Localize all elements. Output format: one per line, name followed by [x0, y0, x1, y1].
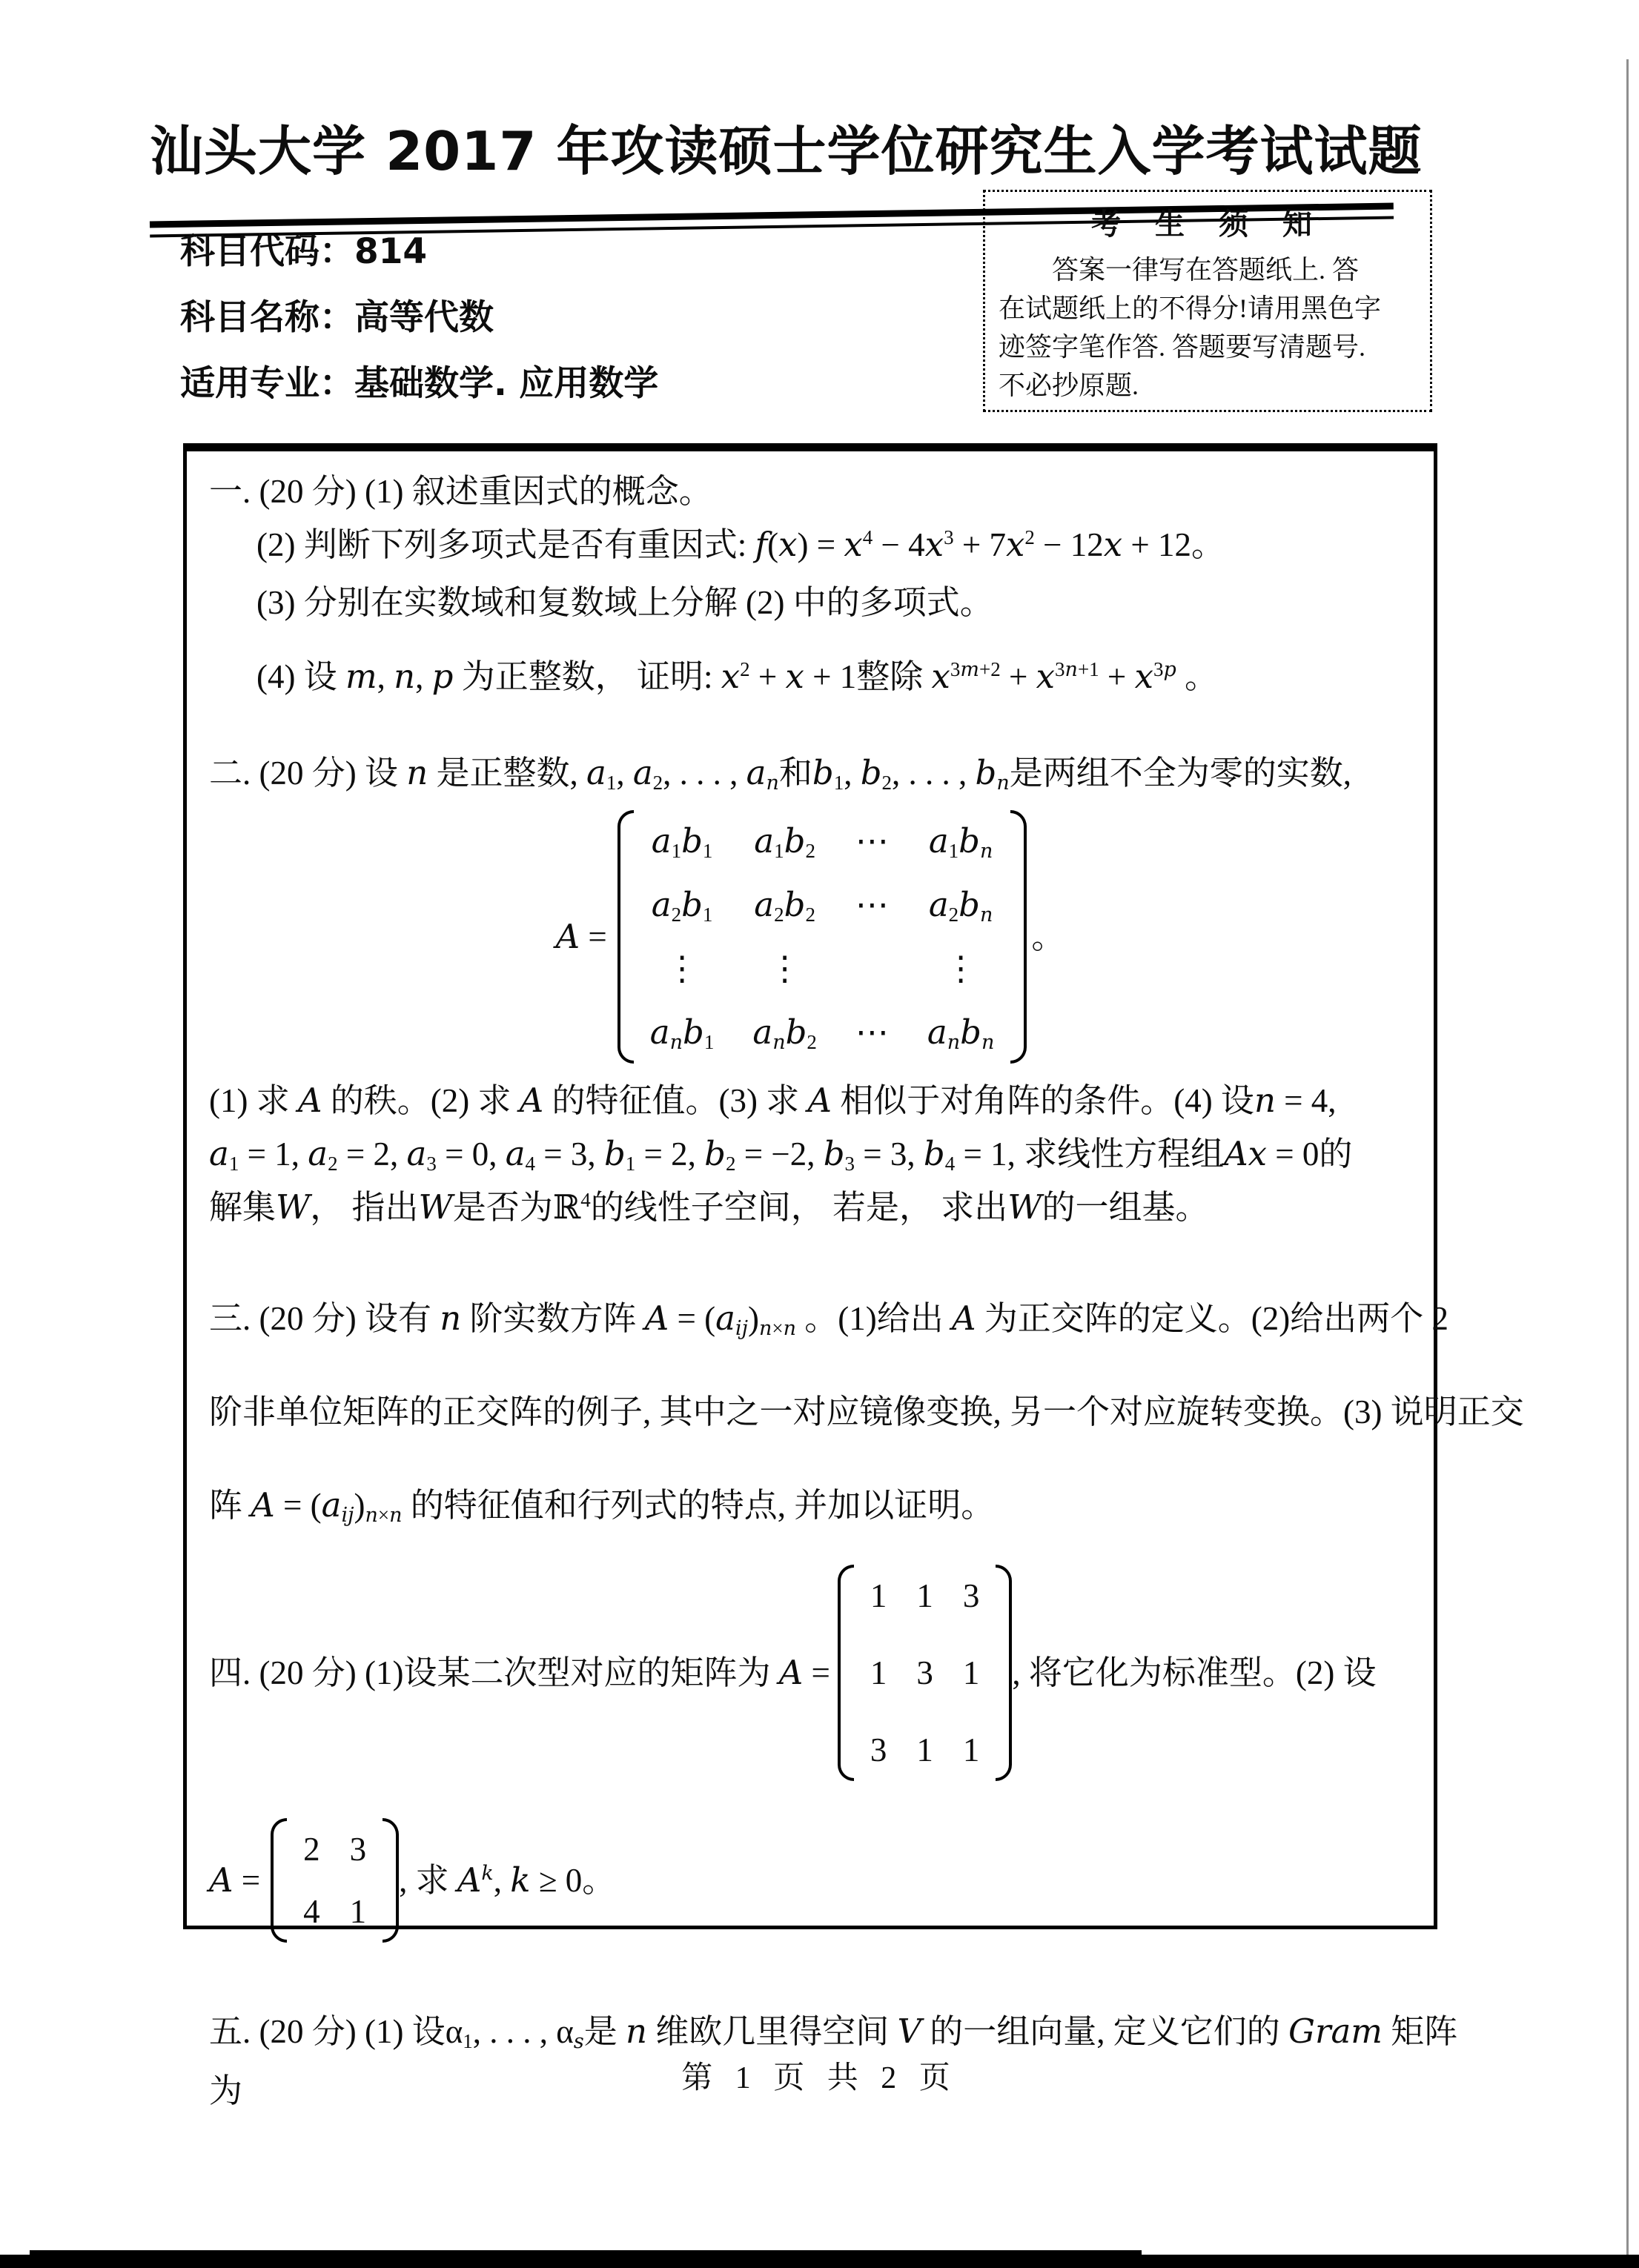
major-label: 适用专业：: [180, 363, 354, 404]
question-4-pre-text: 四. (20 分) (1)设某二次型对应的矩阵为 A =: [209, 1653, 830, 1692]
subject-name-row: [180, 297, 658, 338]
subject-code-row: [180, 231, 658, 272]
page-title: 汕头大学 2017 年攻读硕士学位研究生入学考试试题: [150, 120, 1423, 182]
question-2-line-1: (1) 求 A 的秩。(2) 求 A 的特征值。(3) 求 A 相似于对角阵的条件。(4) 设n = 4,: [209, 1081, 1337, 1120]
matrix-cell: $a_2b_n$: [928, 885, 993, 926]
matrix-cell: 3: [916, 1654, 933, 1691]
question-4-post-text: , 将它化为标准型。(2) 设: [1012, 1654, 1377, 1691]
left-paren-shape: [838, 1565, 854, 1781]
question-2-line-3: 解集W， 指出W是否为ℝ$^4$的线性子空间， 若是， 求出W的一组基。: [209, 1187, 1209, 1227]
page-number-footer: 第 1 页 共 2 页: [681, 2061, 958, 2095]
left-paren-shape: [271, 1818, 287, 1943]
notice-box: [983, 190, 1432, 412]
matrix-cell: 3: [870, 1731, 887, 1768]
question-4-part2-row: [209, 1818, 1411, 1943]
major-row: [180, 363, 659, 404]
right-paren-shape: [1010, 810, 1027, 1064]
matrix-grid: [638, 810, 1007, 1064]
right-paren-shape: [383, 1818, 399, 1943]
question-3-line-1: 三. (20 分) 设有 n 阶实数方阵 $A = (a_{ij})_{n\times n}$ 。(1)给出 A 为正交阵的定义。(2)给出两个 2: [209, 1299, 1448, 1340]
matrix-cell: ⋯: [855, 823, 889, 860]
matrix-lhs: A =: [555, 917, 607, 956]
subject-name-label: 科目名称：: [180, 297, 354, 338]
matrix-cell: $a_nb_1$: [649, 1012, 715, 1054]
scan-artifact-vertical-line: [1626, 59, 1629, 2268]
question-4-row: [209, 1565, 1411, 1781]
matrix-grid: [291, 1818, 378, 1943]
matrix-cell: 1: [870, 1577, 887, 1614]
question-1-line-3: (3) 分别在实数域和复数域上分解 (2) 中的多项式。: [256, 584, 993, 621]
matrix-cell: $a_1b_2$: [754, 821, 815, 862]
matrix-cell: 1: [962, 1731, 980, 1768]
matrix-period: 。: [1031, 918, 1065, 955]
major-value: 基础数学. 应用数学: [354, 363, 659, 404]
matrix-cell: ⋮: [944, 950, 978, 987]
matrix-cell: 3: [962, 1577, 980, 1614]
question-2-intro: 二. (20 分) 设 n 是正整数, $a_1$, $a_2$, . . . , $a_n$和$b_1$, $b_2$, . . . , $b_n$是两组不全为零的实数,: [209, 753, 1352, 795]
matrix-cell: 4: [303, 1893, 320, 1930]
matrix-cell: 3: [349, 1831, 367, 1868]
notice-line: 迹签字笔作答. 答题要写清题号.: [999, 332, 1366, 362]
matrix-A-nxn: [617, 810, 1027, 1064]
question-5-line-2: 为: [209, 2072, 243, 2109]
notice-line: 在试题纸上的不得分!请用黑色字: [999, 294, 1381, 323]
subject-code-label: 科目代码：: [180, 231, 354, 272]
matrix-grid: [858, 1565, 992, 1781]
matrix-cell: 1: [916, 1577, 933, 1614]
matrix-cell: $a_nb_n$: [927, 1012, 995, 1054]
matrix-cell: $a_2b_2$: [754, 885, 815, 926]
notice-title: 考 生 须 知: [1091, 208, 1324, 242]
question-5-line-1: 五. (20 分) (1) 设$\alpha_1$, . . . , $\alpha_s$是 n 维欧几里得空间 V 的一组向量, 定义它们的 Gram 矩阵: [209, 2012, 1458, 2053]
question-1-line-4: (4) 设 m, n, p 为正整数， 证明: $x^2 + x + 1$整除 $x^{3m+2} + x^{3n+1} + x^{3p}$ 。: [256, 657, 1219, 696]
matrix-lhs: A =: [209, 1860, 261, 1900]
matrix-cell: ⋮: [665, 950, 699, 987]
question-4-part2-text: , 求 $A^k$, k ≥ 0。: [399, 1860, 616, 1900]
notice-line: 答案一律写在答题纸上. 答: [1052, 255, 1360, 285]
matrix-cell: $a_1b_n$: [928, 821, 993, 863]
matrix-cell: $a_nb_2$: [752, 1012, 817, 1054]
matrix-3x3: [838, 1565, 1013, 1781]
question-3-line-2: 阶非单位矩阵的正交阵的例子, 其中之一对应镜像变换, 另一个对应旋转变换。(3) 说明正交: [209, 1393, 1524, 1430]
matrix-cell: 1: [870, 1654, 887, 1691]
right-paren-shape: [996, 1565, 1012, 1781]
matrix-2x2: [271, 1818, 399, 1943]
notice-line: 不必抄原题.: [999, 371, 1139, 400]
question-2-line-2: $a_1 = 1$, $a_2 = 2$, $a_3 = 0$, $a_4 = 3$, $b_1 = 2$, $b_2 = -2$, $b_3 = 3$, $b_4 = 1$, 求线性方程组Ax = 0的: [209, 1134, 1353, 1175]
left-paren-shape: [617, 810, 634, 1064]
matrix-cell: $a_2b_1$: [651, 885, 713, 926]
subject-code-value: 814: [354, 231, 428, 272]
question-2-matrix-equation: [209, 810, 1411, 1064]
question-1-line-1: 一. (20 分) (1) 叙述重因式的概念。: [209, 473, 712, 510]
matrix-cell: 1: [962, 1654, 980, 1691]
subject-meta-block: [180, 231, 659, 432]
question-1-line-2: (2) 判断下列多项式是否有重因式: $f(x) = x^4 - 4x^3 + 7x^2 - 12x + 12$。: [256, 525, 1225, 564]
matrix-cell: ⋮: [768, 950, 802, 987]
matrix-cell: $a_1b_1$: [651, 821, 713, 862]
matrix-cell: 1: [916, 1731, 933, 1768]
matrix-cell: 1: [349, 1893, 367, 1930]
question-3-line-3: 阵 $A = (a_{ij})_{n\times n}$ 的特征值和行列式的特点, 并加以证明。: [209, 1485, 995, 1527]
matrix-cell: 2: [303, 1831, 320, 1868]
matrix-cell: ⋯: [855, 886, 889, 924]
matrix-cell: ⋯: [855, 1014, 889, 1051]
scan-artifact-bottom-bar: [0, 2255, 1639, 2268]
subject-name-value: 高等代数: [354, 297, 494, 338]
